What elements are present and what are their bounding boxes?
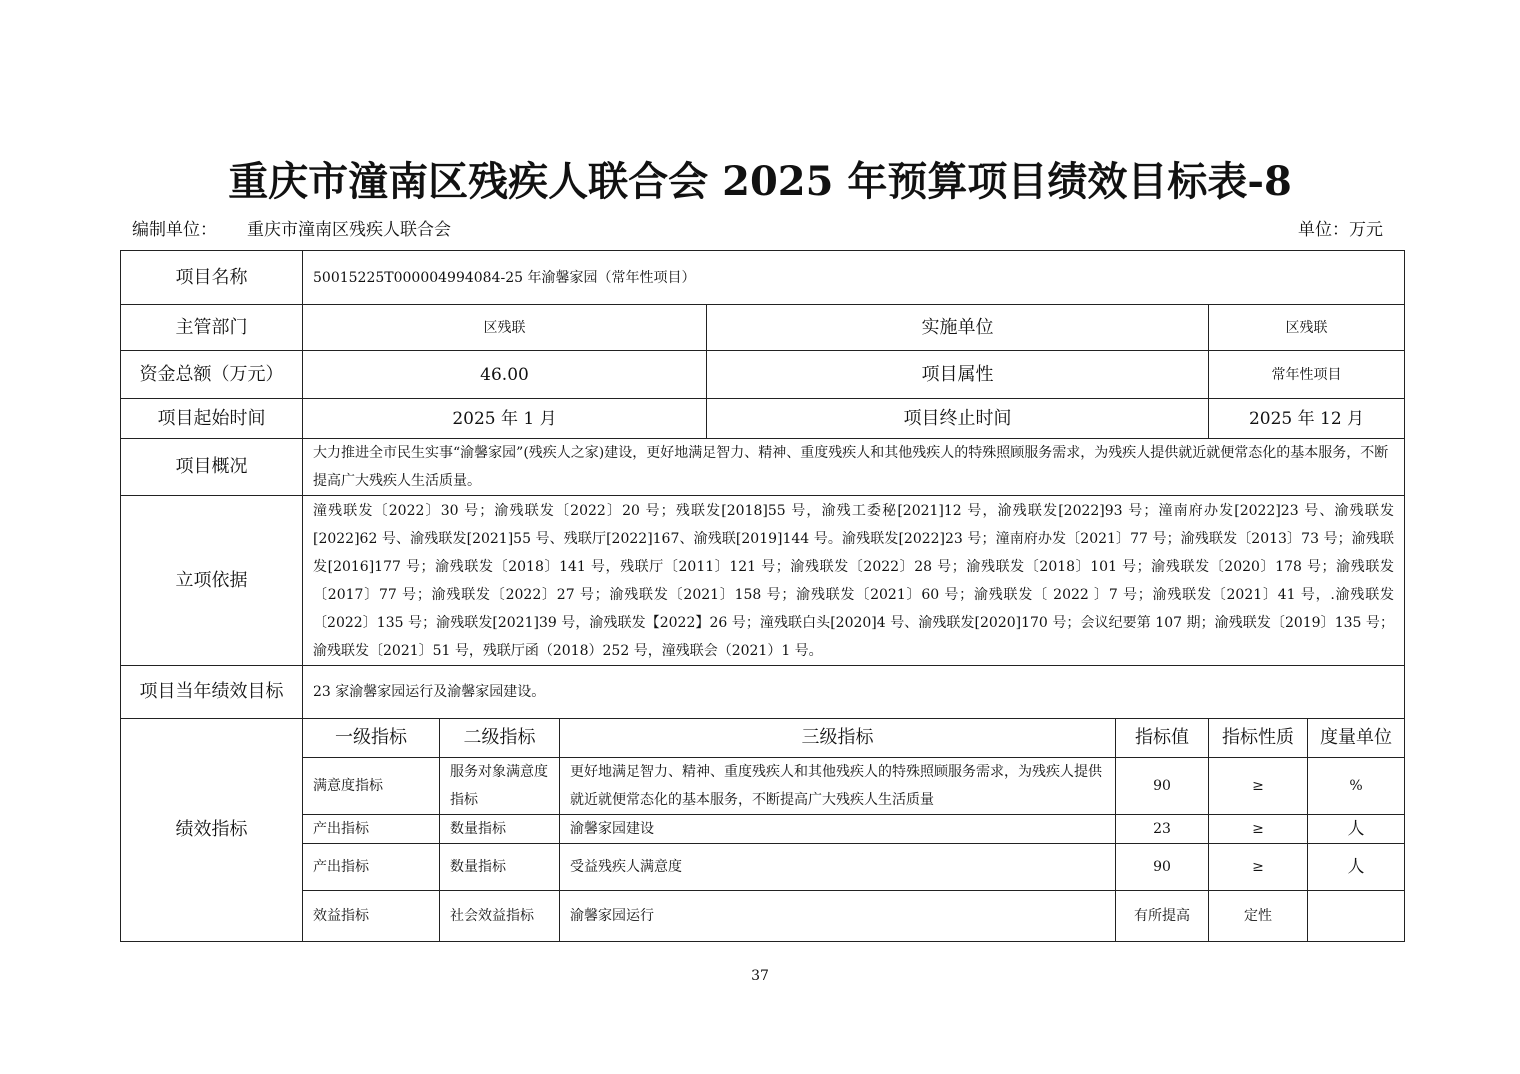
compiler-info [132, 215, 451, 240]
end-time-label: 项目终止时间 [707, 399, 1209, 439]
indicator-header-row [121, 719, 1405, 758]
overview-label: 项目概况 [121, 439, 303, 496]
level2-cell: 社会效益指标 [440, 891, 560, 942]
start-time-label: 项目起始时间 [121, 399, 303, 439]
compiler-value: 重庆市潼南区残疾人联合会 [247, 220, 451, 240]
unit-cell: % [1308, 758, 1405, 815]
fund-value: 46.00 [303, 351, 707, 399]
unit-cell: 人 [1308, 815, 1405, 844]
basis-value: 潼残联发〔2022〕30 号；渝残联发〔2022〕20 号；残联发[2018]55 号，渝残工委秘[2021]12 号，渝残联发[2022]93 号；潼南府办发[2022]23 号、渝残联发[2022]62 号、渝残联发[2021]55 号、残联厅[2022]167、渝残联[2019]144 号。渝残联发[2022]23 号；潼南府办发〔2021〕77 号；渝残联发〔2013〕73 号；渝残联发[2016]177 号；渝残联发〔2018〕141 号，残联厅〔2011〕121 号；渝残联发〔2022〕28 号；渝残联发〔2018〕101 号；渝残联发〔2020〕178 号；渝残联发〔2017〕77 号；渝残联发〔2022〕27 号；渝残联发〔2021〕158 号；渝残联发〔2021〕60 号；渝残联发〔 2022 〕7 号；渝残联发〔2021〕41 号，.渝残联发〔2022〕135 号；渝残联发[2021]39 号，渝残联发【2022】26 号；潼残联白头[2020]4 号、渝残联发[2020]170 号；会议纪要第 107 期；渝残联发〔2019〕135 号；渝残联发〔2021〕51 号，残联厅函（2018）252 号，潼残联会（2021）1 号。 [303, 496, 1405, 666]
performance-table [120, 250, 1405, 942]
level1-cell: 产出指标 [303, 815, 440, 844]
level3-cell: 受益残疾人满意度 [560, 844, 1116, 891]
attr-value: 常年性项目 [1209, 351, 1405, 399]
nature-cell: ≥ [1209, 758, 1308, 815]
row-dept [121, 305, 1405, 351]
dept-value: 区残联 [303, 305, 707, 351]
compiler-label: 编制单位： [132, 220, 217, 240]
overview-value: 大力推进全市民生实事“渝馨家园”(残疾人之家)建设，更好地满足智力、精神、重度残疾人和其他残疾人的特殊照顾服务需求，为残疾人提供就近就便常态化的基本服务，不断提高广大残疾人生活质量。 [303, 439, 1405, 496]
indicators-label: 绩效指标 [121, 719, 303, 942]
row-project-name [121, 251, 1405, 305]
row-fund [121, 351, 1405, 399]
indicator-row [121, 758, 1405, 815]
level3-cell: 渝馨家园运行 [560, 891, 1116, 942]
value-cell: 有所提高 [1116, 891, 1209, 942]
value-cell: 23 [1116, 815, 1209, 844]
level1-cell: 效益指标 [303, 891, 440, 942]
level3-cell: 更好地满足智力、精神、重度残疾人和其他残疾人的特殊照顾服务需求，为残疾人提供就近就便常态化的基本服务，不断提高广大残疾人生活质量 [560, 758, 1116, 815]
nature-cell: ≥ [1209, 844, 1308, 891]
indicator-row [121, 844, 1405, 891]
attr-label: 项目属性 [707, 351, 1209, 399]
fund-label: 资金总额（万元） [121, 351, 303, 399]
header-nature: 指标性质 [1209, 719, 1308, 758]
end-time-value: 2025 年 12 月 [1209, 399, 1405, 439]
level2-cell: 数量指标 [440, 815, 560, 844]
unit-cell: 人 [1308, 844, 1405, 891]
indicator-row [121, 815, 1405, 844]
nature-cell: 定性 [1209, 891, 1308, 942]
level3-cell: 渝馨家园建设 [560, 815, 1116, 844]
impl-label: 实施单位 [707, 305, 1209, 351]
nature-cell: ≥ [1209, 815, 1308, 844]
header-level1: 一级指标 [303, 719, 440, 758]
basis-label: 立项依据 [121, 496, 303, 666]
row-goal [121, 666, 1405, 719]
project-name-label: 项目名称 [121, 251, 303, 305]
header-level3: 三级指标 [560, 719, 1116, 758]
goal-label: 项目当年绩效目标 [121, 666, 303, 719]
page-number: 37 [751, 968, 769, 984]
indicator-row [121, 891, 1405, 942]
value-cell: 90 [1116, 758, 1209, 815]
row-time [121, 399, 1405, 439]
page-title: 重庆市潼南区残疾人联合会 2025 年预算项目绩效目标表-8 [228, 158, 1292, 205]
dept-label: 主管部门 [121, 305, 303, 351]
header-level2: 二级指标 [440, 719, 560, 758]
level1-cell: 满意度指标 [303, 758, 440, 815]
project-name-value: 50015225T000004994084-25 年渝馨家园（常年性项目） [303, 251, 1405, 305]
unit-cell [1308, 891, 1405, 942]
level2-cell: 数量指标 [440, 844, 560, 891]
goal-value: 23 家渝馨家园运行及渝馨家园建设。 [303, 666, 1405, 719]
value-cell: 90 [1116, 844, 1209, 891]
row-overview [121, 439, 1405, 496]
header-unit: 度量单位 [1308, 719, 1405, 758]
header-value: 指标值 [1116, 719, 1209, 758]
level2-cell: 服务对象满意度指标 [440, 758, 560, 815]
unit-note: 单位：万元 [1298, 220, 1383, 240]
start-time-value: 2025 年 1 月 [303, 399, 707, 439]
impl-value: 区残联 [1209, 305, 1405, 351]
level1-cell: 产出指标 [303, 844, 440, 891]
row-basis [121, 496, 1405, 666]
